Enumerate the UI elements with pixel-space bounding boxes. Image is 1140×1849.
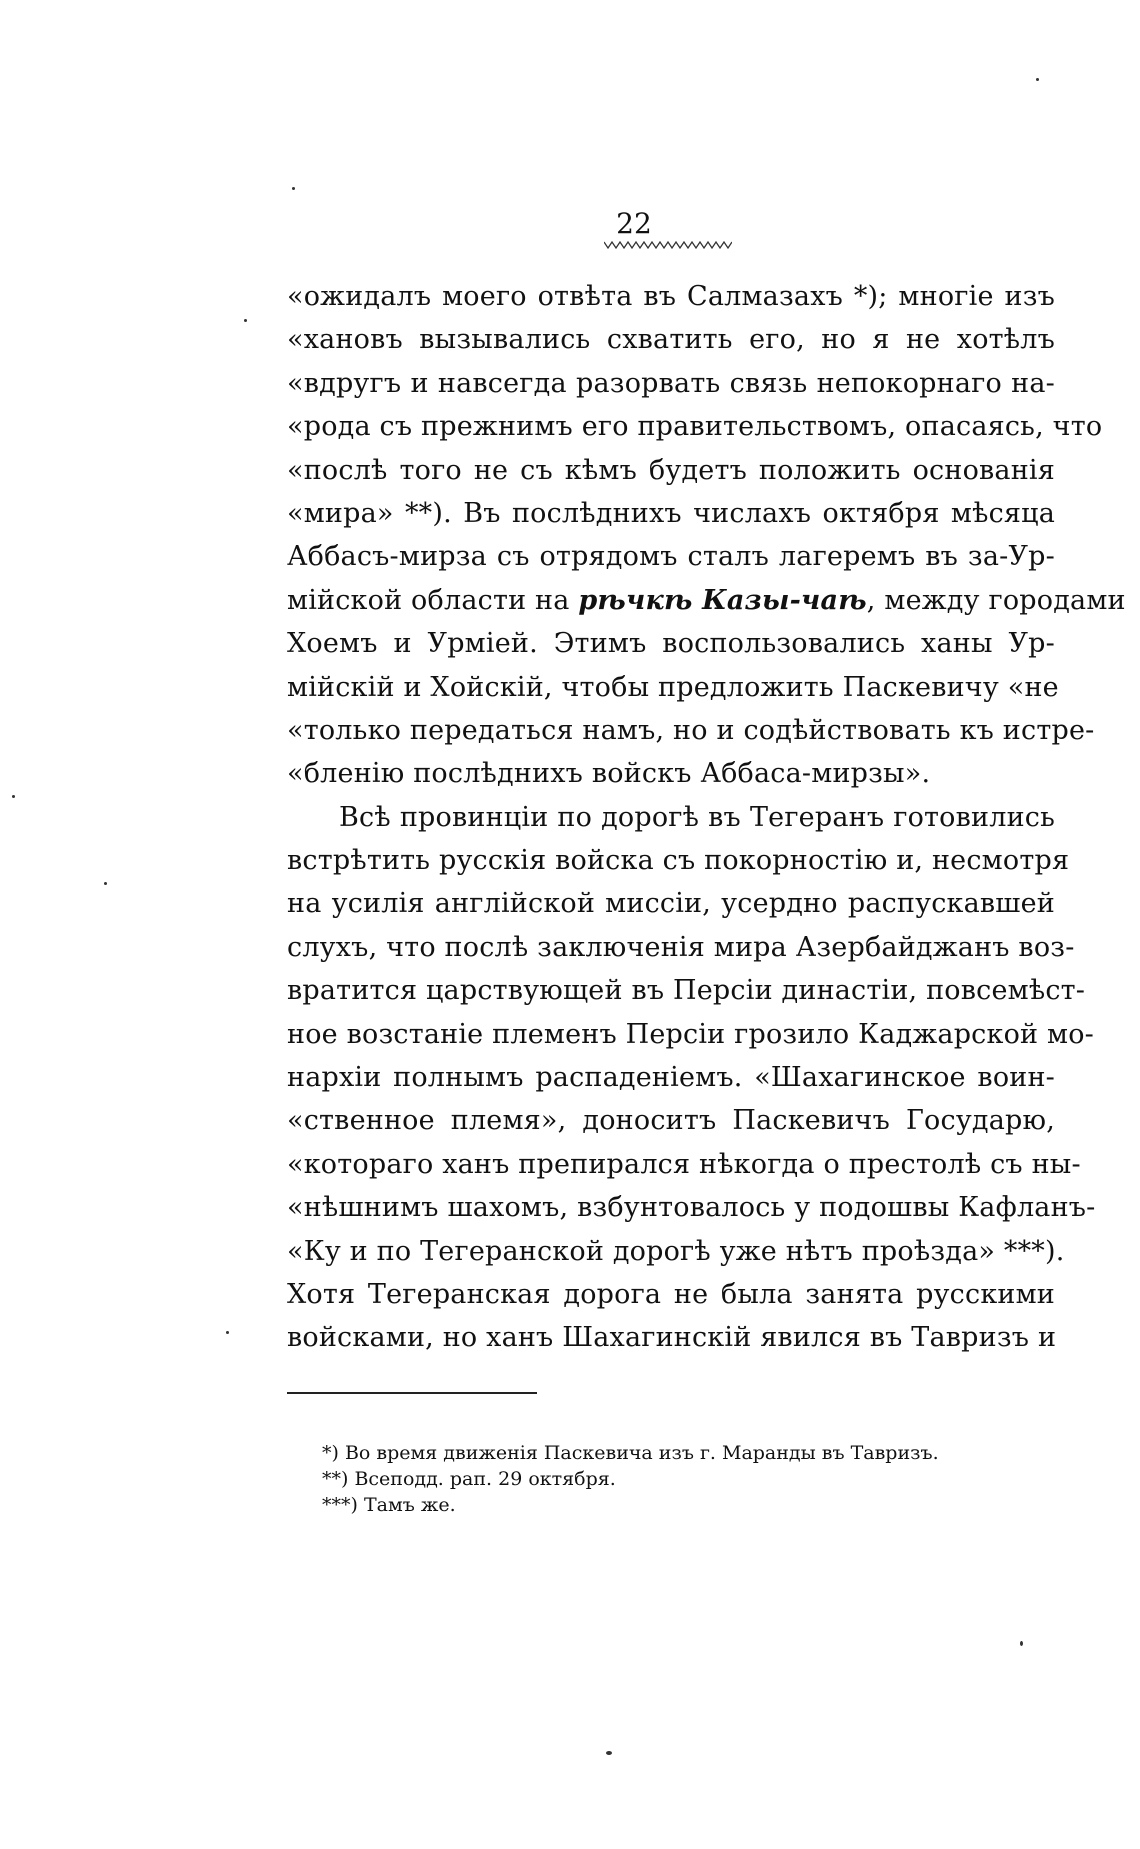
text-segment: мійской области на [287, 584, 579, 616]
footnote: ***) Тамъ же. [322, 1494, 456, 1516]
scan-speck [606, 1751, 612, 1755]
text-line: «Ку и по Тегеранской дорогѣ уже нѣтъ проѣзда» ***). [287, 1235, 1065, 1267]
scan-speck [1036, 78, 1039, 81]
body-text [287, 275, 1126, 1360]
text-line: мійскій и Хойскій, чтобы предложить Паскевичу «не [287, 671, 1059, 703]
scan-speck [104, 882, 107, 885]
page-number-ornament [604, 240, 732, 250]
text-line: «послѣ того не съ кѣмъ будетъ положить основанія [287, 454, 1055, 486]
text-line: «только передаться намъ, но и содѣйствовать къ истре- [287, 714, 1095, 746]
text-line: нархіи полнымъ распаденіемъ. «Шахагинское воин- [287, 1062, 1055, 1094]
scan-speck [292, 187, 295, 190]
text-line: ное возстаніе племенъ Персіи грозило Каджарской мо- [287, 1018, 1094, 1050]
paragraph-2 [287, 796, 1096, 1360]
text-line: Хотя Тегеранская дорога не была занята русскими [287, 1278, 1055, 1310]
footnote: **) Всеподд. рап. 29 октября. [322, 1468, 616, 1490]
text-line: Аббасъ-мирза съ отрядомъ сталъ лагеремъ въ за-Ур- [287, 541, 1055, 573]
text-line: войсками, но ханъ Шахагинскій явился въ Тавризъ и [287, 1322, 1057, 1354]
text-line: Хоемъ и Урміей. Этимъ воспользовались ханы Ур- [287, 628, 1055, 660]
footnotes [322, 1440, 1022, 1518]
text-line: «ственное племя», доноситъ Паскевичъ Государю, [287, 1105, 1055, 1137]
text-segment: , между городами [866, 584, 1126, 616]
scan-speck [244, 319, 247, 322]
footnote: *) Во время движенія Паскевича изъ г. Маранды въ Тавризъ. [322, 1442, 939, 1464]
text-line: «вдругъ и навсегда разорвать связь непокорнаго на- [287, 367, 1055, 399]
footnote-divider [287, 1392, 537, 1394]
page-number [0, 208, 1140, 240]
scan-speck [226, 1331, 229, 1334]
text-line: «мира» **). Въ послѣднихъ числахъ октября мѣсяца [287, 497, 1055, 529]
paragraph-1 [287, 275, 1126, 796]
scan-speck [1020, 1641, 1023, 1646]
scan-speck [12, 795, 15, 798]
text-line: встрѣтить русскія войска съ покорностію и, несмотря [287, 845, 1070, 877]
text-line: «котораго ханъ препирался нѣкогда о престолѣ съ ны- [287, 1148, 1081, 1180]
text-line: «ожидалъ моего отвѣта въ Салмазахъ *); многіе изъ [287, 281, 1055, 312]
italic-place-name: рѣчкѣ Казы-чаѣ [578, 584, 867, 616]
text-line: Всѣ провинціи по дорогѣ въ Тегеранъ готовились [339, 801, 1055, 833]
text-line: вратится царствующей въ Персіи династіи, повсемѣст- [287, 975, 1086, 1007]
page-number-text: 22 [616, 207, 652, 240]
text-line: «бленію послѣднихъ войскъ Аббаса-мирзы». [287, 758, 931, 790]
text-line: «хановъ вызывались схватить его, но я не хотѣлъ [287, 324, 1055, 356]
text-line: «рода съ прежнимъ его правительствомъ, опасаясь, что [287, 411, 1103, 443]
text-line [287, 579, 1126, 622]
text-line: слухъ, что послѣ заключенія мира Азербайджанъ воз- [287, 931, 1075, 963]
text-line: «нѣшнимъ шахомъ, взбунтовалось у подошвы Кафланъ- [287, 1192, 1096, 1224]
text-line: на усилія англійской миссіи, усердно распускавшей [287, 888, 1055, 920]
